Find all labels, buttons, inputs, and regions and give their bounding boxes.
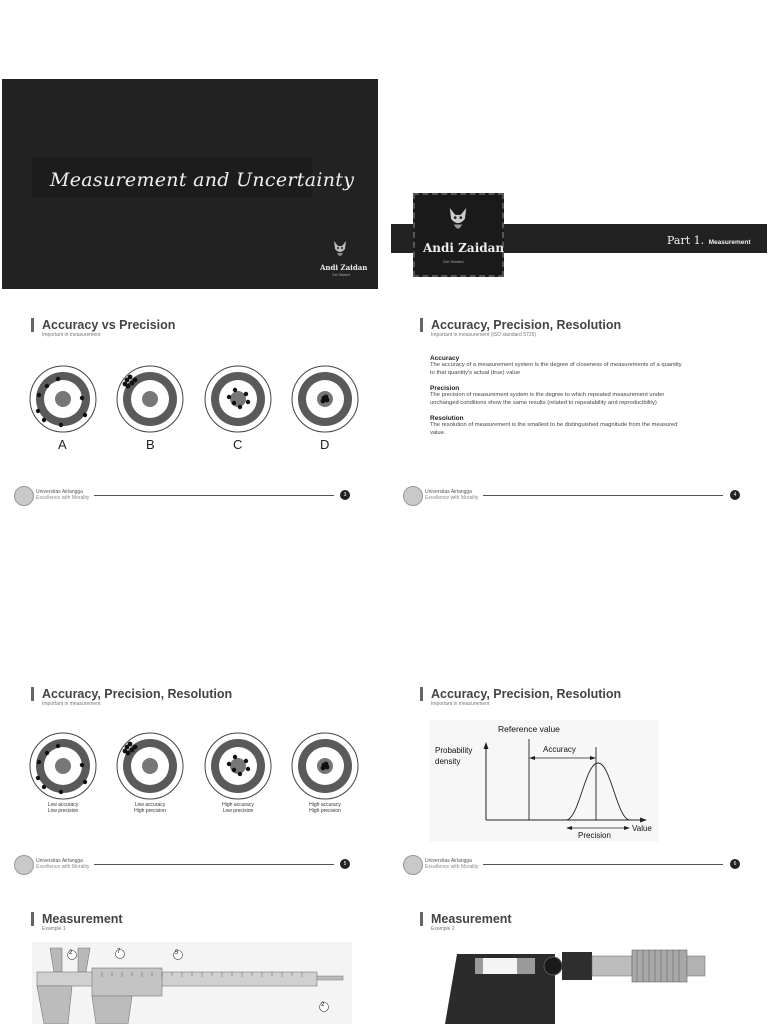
author-tagline: Get Started [332, 273, 350, 277]
part-label [667, 231, 751, 249]
definition-text: The accuracy of a measurement system is the degree of closeness of measurements of a quantity to that quantity's actual (true) value [430, 362, 682, 376]
slide-accuracy-precision-targets [20, 683, 370, 843]
callout-label: 7 [117, 949, 121, 955]
definition-term: Precision [430, 385, 460, 392]
target-low-acc-low-prec [30, 733, 96, 799]
slide-subtitle: Example 2 [431, 926, 455, 932]
caption-3: High accuracy Low precision [222, 802, 254, 814]
university-seal-icon [403, 855, 423, 875]
y-axis-label: Probability density [435, 746, 473, 766]
author-name: Andi Zaidan [320, 263, 368, 272]
page-number: 3 [340, 490, 350, 500]
probability-density-diagram [429, 720, 659, 842]
university-name: Universitas Airlangga Excellence with Morality [425, 489, 479, 501]
slide-definitions [409, 314, 759, 474]
definition-list [430, 350, 685, 437]
slide-title [2, 79, 378, 289]
target-label-a: A [58, 437, 67, 452]
target-high-acc-low-prec [205, 733, 271, 799]
university-seal-icon [403, 486, 423, 506]
value-axis-label: Value [632, 824, 652, 833]
slide-accuracy-vs-precision [20, 314, 370, 514]
micrometer-image [445, 944, 735, 1024]
author-card [413, 193, 504, 277]
callout-label: 2 [69, 950, 73, 956]
target-c [205, 366, 271, 432]
slide-subtitle: Important in measurement [42, 701, 101, 707]
university-seal-icon [14, 486, 34, 506]
target-high-acc-high-prec [292, 733, 358, 799]
target-diagrams [20, 354, 370, 454]
fox-logo-icon [332, 239, 348, 264]
slide-title: Accuracy, Precision, Resolution [420, 687, 621, 701]
reference-value-label: Reference value [498, 724, 560, 734]
author-tagline: Get Started [443, 259, 464, 264]
precision-label: Precision [578, 831, 611, 840]
target-low-acc-high-prec [117, 733, 183, 799]
university-name: Universitas Airlangga Excellence with Morality [36, 489, 90, 501]
target-diagrams [20, 721, 370, 801]
slide-part1 [391, 79, 767, 289]
university-seal-icon [14, 855, 34, 875]
part-name: Measurement [708, 239, 751, 246]
vernier-caliper-image [32, 942, 352, 1024]
target-d [292, 366, 358, 432]
slide-measurement-example-1 [20, 908, 370, 1024]
slide-subtitle: Important in measurement [431, 701, 490, 707]
footer-divider [483, 495, 723, 496]
footer-divider [94, 864, 334, 865]
accuracy-label: Accuracy [543, 745, 576, 754]
target-label-b: B [146, 437, 155, 452]
caption-1: Low accuracy Low precision [47, 802, 79, 814]
callout-label: 5 [175, 950, 179, 956]
part-number: Part 1. [667, 234, 705, 247]
slide-subtitle: Important in measurement (ISO standard 5725) [431, 332, 537, 338]
university-name: Universitas Airlangga Excellence with Morality [36, 858, 90, 870]
slide-measurement-example-2 [409, 908, 759, 1024]
presentation-title: Measurement and Uncertainty [50, 169, 355, 191]
slide-subtitle: Example 1 [42, 926, 66, 932]
slide-title: Measurement [31, 912, 123, 926]
author-name: Andi Zaidan [423, 241, 505, 255]
slide-title: Accuracy, Precision, Resolution [31, 687, 232, 701]
target-label-c: C [233, 437, 243, 452]
caption-4: High accuracy High precision [309, 802, 341, 814]
slide-title: Accuracy vs Precision [31, 318, 175, 332]
caption-2: Low accuracy High precision [134, 802, 166, 814]
footer-divider [483, 864, 723, 865]
slide-title: Accuracy, Precision, Resolution [420, 318, 621, 332]
callout-label: 2 [321, 1002, 325, 1008]
footer-divider [94, 495, 334, 496]
target-b [117, 366, 183, 432]
slide-title: Measurement [420, 912, 512, 926]
slide-probability-diagram [409, 683, 759, 848]
definition-term: Accuracy [430, 355, 460, 362]
fox-logo-icon [447, 205, 469, 238]
slide-subtitle: Important in measurement [42, 332, 101, 338]
page-number: 6 [730, 859, 740, 869]
target-label-d: D [320, 437, 330, 452]
definition-text: The resolution of measurement is the smallest to be distinguished magnitude from the measured value. [430, 422, 678, 436]
definition-text: The precision of measurement system is the degree to which repeated measurement under unchanged conditions show the same results (related to repeatability and reproducibility) [430, 392, 665, 406]
university-name: Universitas Airlangga Excellence with Morality [425, 858, 479, 870]
page-number: 5 [340, 859, 350, 869]
definition-term: Resolution [430, 415, 464, 422]
target-a [30, 366, 96, 432]
page-number: 4 [730, 490, 740, 500]
